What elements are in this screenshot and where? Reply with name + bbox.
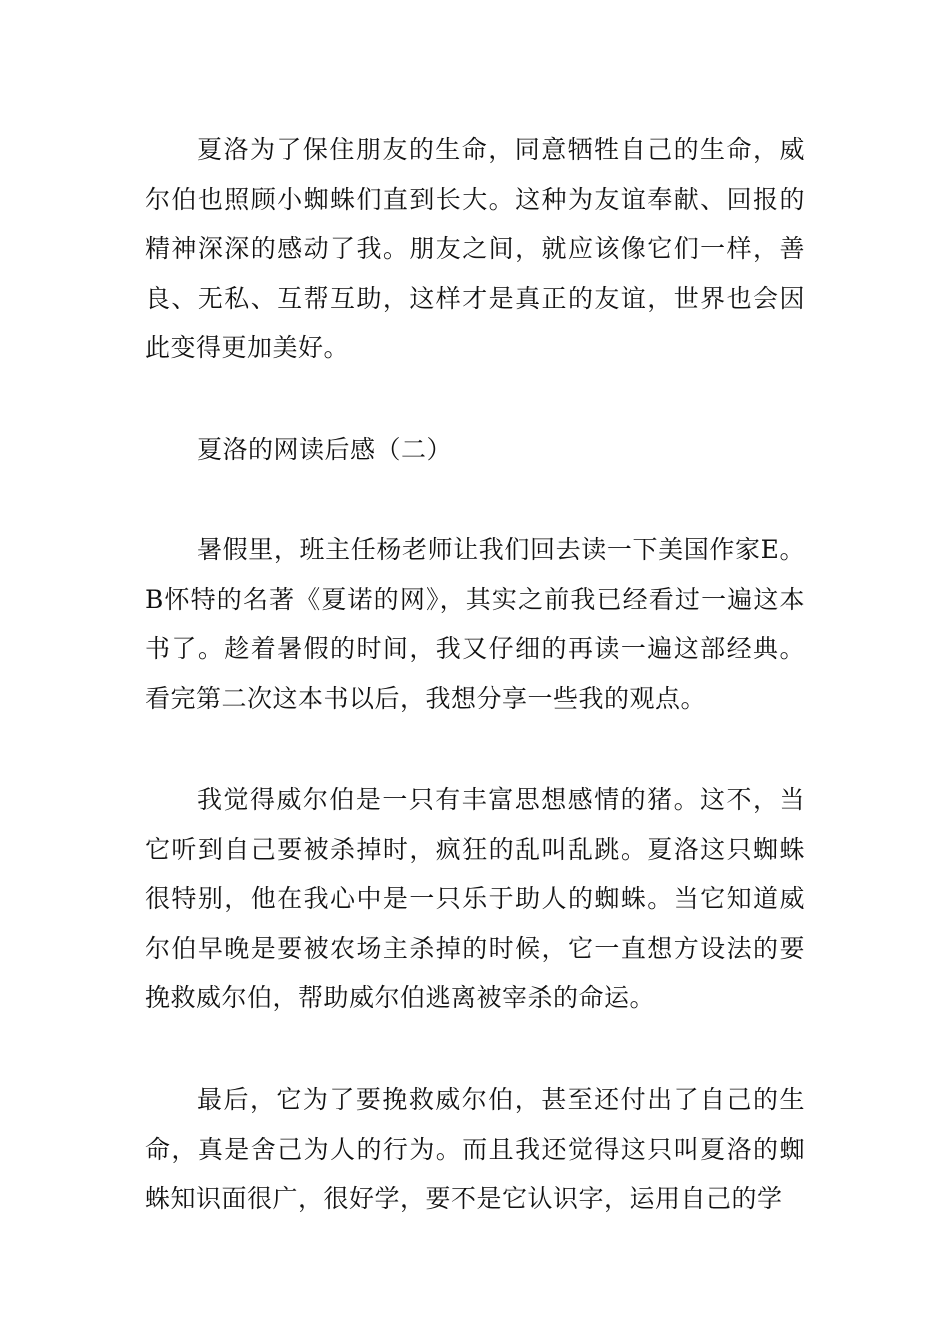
paragraph-sacrifice: 最后，它为了要挽救威尔伯，甚至还付出了自己的生命，真是舍己为人的行为。而且我还觉得这只叫夏洛的蜘蛛知识面很广，很好学，要不是它认识字，运用自己的学 bbox=[145, 1085, 805, 1213]
paragraph-friendship-conclusion: 夏洛为了保住朋友的生命，同意牺牲自己的生命，威尔伯也照顾小蜘蛛们直到长大。这种为友谊奉献、回报的精神深深的感动了我。朋友之间，就应该像它们一样，善良、无私、互帮互助，这样才是真正的友谊，世界也会因此变得更加美好。 bbox=[145, 135, 805, 362]
section-heading: 夏洛的网读后感（二） bbox=[197, 435, 453, 464]
paragraph-wilbur-charlotte: 我觉得威尔伯是一只有丰富思想感情的猪。这不，当它听到自己要被杀掉时，疯狂的乱叫乱跳。夏洛这只蜘蛛很特别，他在我心中是一只乐于助人的蜘蛛。当它知道威尔伯早晚是要被农场主杀掉的时候，它一直想方设法的要挽救威尔伯，帮助威尔伯逃离被宰杀的命运。 bbox=[145, 785, 805, 1012]
paragraph-summer-reading: 暑假里，班主任杨老师让我们回去读一下美国作家E。B怀特的名著《夏诺的网》，其实之前我已经看过一遍这本书了。趁着暑假的时间，我又仔细的再读一遍这部经典。看完第二次这本书以后，我想分享一些我的观点。 bbox=[145, 535, 805, 713]
